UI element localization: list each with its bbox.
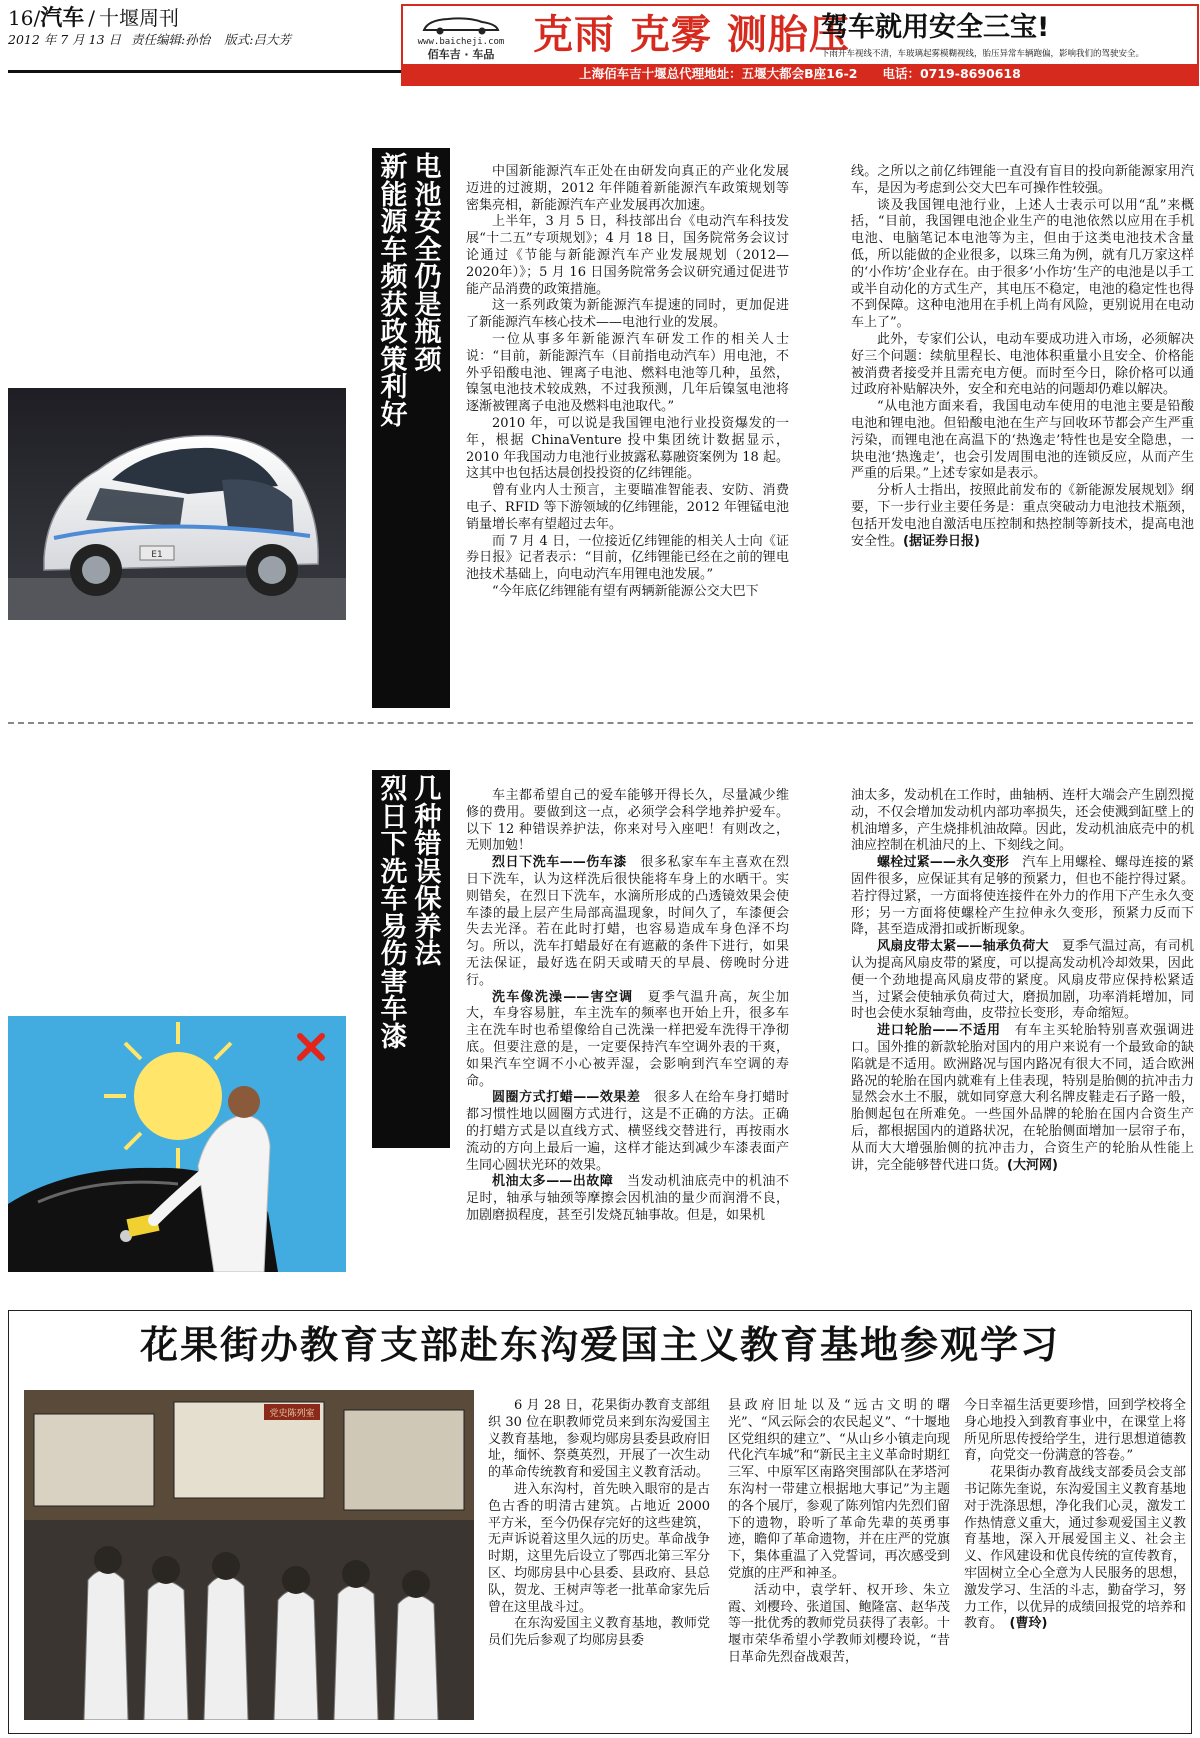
paragraph: 车主都希望自己的爱车能够开得长久，尽量减少维修的费用。要做到这一点，必须学会科学地养护爱车。以下 12 种错误养护法，你来对号入座吧！有则改之，无则加勉！ bbox=[466, 788, 789, 854]
paragraph: 这一系列政策为新能源汽车提速的同时，更加促进了新能源汽车核心技术——电池行业的发展。 bbox=[466, 298, 789, 331]
ad-url: www.baicheji.com bbox=[417, 37, 505, 47]
item-text: 很多人在给车身打蜡时都习惯性地以圆圈方式进行，这是不正确的方法。正确的打蜡方式是以直线方式、横竖线交替进行，再按雨水流动的方向上最后一遍，这样才能达到减少车漆表面产生同心圆状光环的效果。 bbox=[466, 1090, 789, 1173]
item-text: 有车主买轮胎特别喜欢强调进口。国外推的新款轮胎对国内的用户来说有一个最致命的缺陷就是不适用。欧洲路况与国内路况有很大不同，适合欧洲路况的轮胎在国内就难有上佳表现，特别是胎侧的抗冲击力显然会水土不服，就如同穿意大利名牌皮鞋走石子路一般，胎侧起包在所难免。一些国外品牌的轮胎在国内合资生产后，都根据国内的道路状况，在轮胎侧面增加一层帘子布，从而大大增强胎侧的抗冲击力，合资生产的轮胎从性能上讲，完全能够替代进口货。 bbox=[851, 1023, 1194, 1173]
list-item bbox=[466, 855, 789, 989]
article1-headline bbox=[372, 148, 450, 708]
paragraph: 今日幸福生活更要珍惜，回到学校将全身心地投入到教育事业中，在课堂上将所见所思传授给学生，进行思想道德教育，向党交一份满意的答卷。” bbox=[964, 1398, 1186, 1464]
exhibit-sign: 党史陈列室 bbox=[269, 1409, 315, 1419]
ad-brand: 佰车吉 · 车品 bbox=[427, 48, 495, 61]
item-text: 汽车上用螺栓、螺母连接的紧固件很多，应保证其有足够的预紧力，但也不能拧得过紧。若拧得过紧，一方面将使连接件在外力的作用下产生永久变形；另一方面将使螺栓产生拉伸永久变形，预紧力反而下降，甚至造成滑扣或折断现象。 bbox=[851, 855, 1194, 938]
ad-agent-bar: 上海佰车吉十堰总代理地址：五堰大都会B座16-2 电话：0719-8690618 bbox=[403, 64, 1197, 84]
item-lead: 圆圈方式打蜡——效果差 bbox=[492, 1090, 641, 1106]
list-item bbox=[466, 1090, 789, 1174]
article3-column-3 bbox=[964, 1398, 1186, 1633]
masthead-separator: / bbox=[88, 6, 95, 30]
paragraph bbox=[964, 1465, 1186, 1633]
article2-column-2 bbox=[851, 788, 1194, 1174]
list-item bbox=[851, 939, 1194, 1023]
ad-slogan: 驾车就用安全三宝! bbox=[821, 12, 1050, 43]
paragraph: 而 7 月 4 日，一位接近亿纬锂能的相关人士向《证券日报》记者表示：“目前，亿纬锂能已经在之前的锂电池技术基础上，向电动汽车用锂电池发展。” bbox=[466, 533, 789, 583]
ad-headline: 克雨 克雾 测胎压 bbox=[533, 12, 850, 58]
editor-credit: 责任编辑:孙怡 bbox=[131, 32, 211, 47]
item-lead: 进口轮胎——不适用 bbox=[877, 1023, 1001, 1039]
paragraph: 中国新能源汽车正处在由研发向真正的产业化发展迈进的过渡期，2012 年伴随着新能源汽车政策规划等密集亮相，新能源汽车产业发展再次加速。 bbox=[466, 164, 789, 213]
masthead-title bbox=[8, 6, 388, 30]
paragraph-text: 分析人士指出，按照此前发布的《新能源发展规划》纲要，下一步行业主要任务是：重点突破动力电池技术瓶颈，包括开发电池自激活电压控制和热控制等新技术，提高电池安全性。 bbox=[851, 483, 1194, 549]
paragraph: 县政府旧址以及“远古文明的曙光”、“风云际会的农民起义”、“十堰地区党组织的建立”、“从山乡小镇走向现代化汽车城”和“新民主主义革命时期红三军、中原军区南路突围部队在茅塔河东沟村一带建立根据地大事记”为主题的各个展厅，参观了陈列馆内先烈们留下的遗物，聆听了革命先辈的英勇事迹，瞻仰了革命遗物，并在庄严的党旗下，集体重温了入党誓词，再次感受到党旗的庄严和神圣。 bbox=[728, 1398, 950, 1581]
item-text: 很多私家车车主喜欢在烈日下洗车，认为这样洗后很快能将车身上的水晒干。实则错矣，在烈日下洗车，水滴所形成的凸透镜效果会使车漆的最上层产生局部高温现象，时间久了，车漆便会失去光泽。若在此时打蜡，也容易造成车身色泽不均匀。所以，洗车打蜡最好在有遮蔽的条件下进行，如果无法保证，最好选在阴天或晴天的早晨、傍晚时分进行。 bbox=[466, 855, 789, 988]
article2-headline-sub: 烈日下洗车易伤害车漆 bbox=[380, 774, 408, 1053]
article3-column-2 bbox=[728, 1398, 950, 1667]
list-item bbox=[466, 990, 789, 1091]
paragraph: 2010 年，可以说是我国锂电池行业投资爆发的一年，根据 ChinaVenture 投中集团统计数据显示，2010 年我国动力电池行业披露私募融资案例为 18 起。这其中也包括达晨创投投资的亿纬锂能。 bbox=[466, 415, 789, 482]
electric-car-photo bbox=[8, 388, 346, 620]
article1-headline-main: 电池安全仍是瓶颈 bbox=[414, 152, 442, 376]
article2-headline bbox=[372, 770, 450, 1148]
publication-name: 十堰周刊 bbox=[98, 6, 179, 30]
car-plate-label: E1 bbox=[151, 550, 163, 560]
paragraph: “从电池方面来看，我国电动车使用的电池主要是铅酸电池和锂电池。但铅酸电池在生产与回收环节都会产生严重污染，而锂电池在高温下的‘热逸走’特性也是安全隐患，一块电池‘热逸走’，也会引发周围电池的连锁反应，从而产生严重的后果。”上述专家如是表示。 bbox=[851, 399, 1194, 482]
masthead-meta bbox=[8, 30, 388, 50]
article1-photo bbox=[8, 388, 346, 620]
article1-credit: (据证券日报) bbox=[903, 533, 980, 549]
paragraph: 6 月 28 日，花果街办教育支部组织 30 位在职教师党员来到东沟爱国主义教育基地，参观均郧房县委县政府旧址，缅怀、祭奠英烈，开展了一次生动的革命传统教育和爱国主义教育活动。 bbox=[488, 1398, 710, 1481]
paragraph-text: 花果街办教育战线支部委员会支部书记陈先奎说，东沟爱国主义教育基地对于洗涤思想，净化我们心灵，激发工作热情意义重大，通过参观爱国主义教育基地，深入开展爱国主义、社会主义、作风建设和优良传统的宣传教育，牢固树立全心全意为人民服务的思想，激发学习、生活的斗志，勤奋学习，努力工作，以优异的成绩回报党的培养和教育。 bbox=[964, 1465, 1186, 1632]
ad-banner[interactable] bbox=[401, 4, 1199, 86]
article2-credit: (大河网) bbox=[1007, 1157, 1058, 1173]
paragraph: 曾有业内人士预言，主要瞄准智能表、安防、消费电子、RFID 等下游领域的亿纬锂能，2012 年锂锰电池销量增长率有望超过去年。 bbox=[466, 483, 789, 532]
article1-headline-sub: 新能源车频获政策利好 bbox=[380, 152, 408, 431]
paragraph: 在东沟爱国主义教育基地，教师党员们先后参观了均郧房县委 bbox=[488, 1616, 710, 1649]
layout-credit: 版式:吕大芳 bbox=[224, 32, 291, 47]
page-number: 16/ bbox=[8, 6, 41, 30]
section-divider bbox=[8, 722, 1193, 724]
article3-credit: (曹玲) bbox=[1009, 1616, 1048, 1632]
article1-column-1 bbox=[466, 164, 789, 601]
paragraph: 谈及我国锂电池行业，上述人士表示可以用“乱”来概括，“目前，我国锂电池企业生产的电池依然以应用在手机电池、电脑笔记本电池等为主，但由于这类电池技术含量低，所以能做的企业很多，以珠三角为例，就有几万家这样的‘小作坊’企业存在。由于很多‘小作坊’生产的电池是以手工或半自动化的方式生产，其电压不稳定，电池的稳定性也得不到保障。这种电池用在手机上尚有风险，更别说用在电动车上了”。 bbox=[851, 197, 1194, 331]
article2-illustration bbox=[8, 1016, 346, 1272]
car-logo-icon bbox=[418, 14, 504, 36]
paragraph: 活动中，袁学轩、权开珍、朱立霞、刘樱玲、张道国、鲍隆富、赵华茂等一批优秀的教师党员获得了表彰。十堰市荣华希望小学教师刘樱玲说，“昔日革命先烈奋战艰苦， bbox=[728, 1582, 950, 1665]
issue-date: 2012 年 7 月 13 日 bbox=[8, 32, 122, 47]
article3-column-1 bbox=[488, 1398, 710, 1650]
sun-car-wash-illustration bbox=[8, 1016, 346, 1272]
list-item bbox=[466, 1174, 789, 1224]
item-lead: 洗车像洗澡——害空调 bbox=[492, 989, 634, 1005]
item-lead: 风扇皮带太紧——轴承负荷大 bbox=[877, 939, 1049, 955]
list-item bbox=[851, 855, 1194, 939]
section-name: 汽车 bbox=[40, 5, 85, 31]
item-lead: 螺栓过紧——永久变形 bbox=[877, 855, 1010, 871]
article3-headline: 花果街办教育支部赴东沟爱国主义教育基地参观学习 bbox=[139, 1323, 1060, 1367]
item-text: 夏季气温过高，有司机认为提高风扇皮带的紧度，可以提高发动机冷却效果，因此便一个劲地提高风扇皮带的紧度。风扇皮带应保持松紧适当，过紧会使轴承负荷过大，磨损加剧，功率消耗增加，同时也会使水泵轴弯曲，皮带拉长变形，寿命缩短。 bbox=[851, 939, 1194, 1022]
list-item bbox=[851, 1023, 1194, 1174]
masthead bbox=[8, 6, 388, 66]
item-lead: 机油太多——出故障 bbox=[492, 1174, 614, 1190]
paragraph: 线。之所以之前亿纬锂能一直没有盲目的投向新能源家用汽车，是因为考虑到公交大巴车可操作性较强。 bbox=[851, 164, 1194, 196]
article2-headline-main: 几种错误保养法 bbox=[414, 774, 442, 970]
paragraph: 油太多，发动机在工作时，曲轴柄、连杆大端会产生剧烈搅动，不仅会增加发动机内部功率损失，还会使溅到缸壁上的机油增多，产生烧排机油故障。因此，发动机油底壳中的机油应控制在机油尺的上、下刻线之间。 bbox=[851, 788, 1194, 854]
article2-column-1 bbox=[466, 788, 789, 1225]
paragraph: 一位从事多年新能源汽车研发工作的相关人士说：“目前，新能源汽车（目前指电动汽车）用电池，不外乎铅酸电池、锂离子电池、燃料电池等几种，虽然，镍氢电池技术较成熟，不过我预测，几年后镍氢电池将逐渐被锂离子电池及燃料电池取代。” bbox=[466, 331, 789, 415]
article1-column-2 bbox=[851, 164, 1194, 550]
paragraph: 上半年，3 月 5 日，科技部出台《电动汽车科技发展“十二五”专项规划》；4 月 18 日，国务院常务会议讨论通过《节能与新能源汽车产业发展规划（2012—2020年）》；5 月 16 日国务院常务会议研究通过促进节能产品消费的政策措施。 bbox=[466, 214, 789, 297]
paragraph: 此外，专家们公认，电动车要成功进入市场，必须解决好三个问题：续航里程长、电池体积重量小且安全、价格能被消费者接受并且需充电方便。而时至今日，除价格可以通过政府补贴解决外，安全和充电站的问题却仍难以解决。 bbox=[851, 331, 1194, 398]
exhibition-visit-photo bbox=[24, 1390, 474, 1720]
item-lead: 烈日下洗车——伤车漆 bbox=[492, 855, 627, 871]
paragraph bbox=[851, 483, 1194, 550]
ad-logo bbox=[407, 14, 515, 66]
paragraph: “今年底亿纬锂能有望有两辆新能源公交大巴下 bbox=[492, 583, 759, 599]
paragraph: 进入东沟村，首先映入眼帘的是古色古香的明清古建筑。占地近 2000 平方米，至今仍保存完好的这些建筑，无声诉说着这里久远的历史。革命战争时期，这里先后设立了鄂西北第三军分区、均郧房县中心县委、县政府、县总队，贺龙、王树声等老一批革命家先后曾在这里战斗过。 bbox=[488, 1481, 710, 1615]
item-text: 夏季气温升高，灰尘加大，车身容易脏，车主洗车的频率也开始上升，很多车主在洗车时也希望像给自己洗澡一样把爱车洗得干净彻底。但要注意的是，一定要保持汽车空调外表的干爽，如果汽车空调不小心被弄湿，会影响到汽车空调的寿命。 bbox=[466, 989, 789, 1089]
item-text: 当发动机油底壳中的机油不足时，轴承与轴颈等摩擦会因机油的量少而润滑不良，加剧磨损程度，甚至引发烧瓦轴事故。但是，如果机 bbox=[466, 1174, 789, 1223]
ad-subtext: 下雨开车视线不清，车玻璃起雾模糊视线，胎压异常车辆跑偏，影响我们的驾驶安全。 bbox=[821, 49, 1145, 59]
article3-photo bbox=[24, 1390, 474, 1720]
